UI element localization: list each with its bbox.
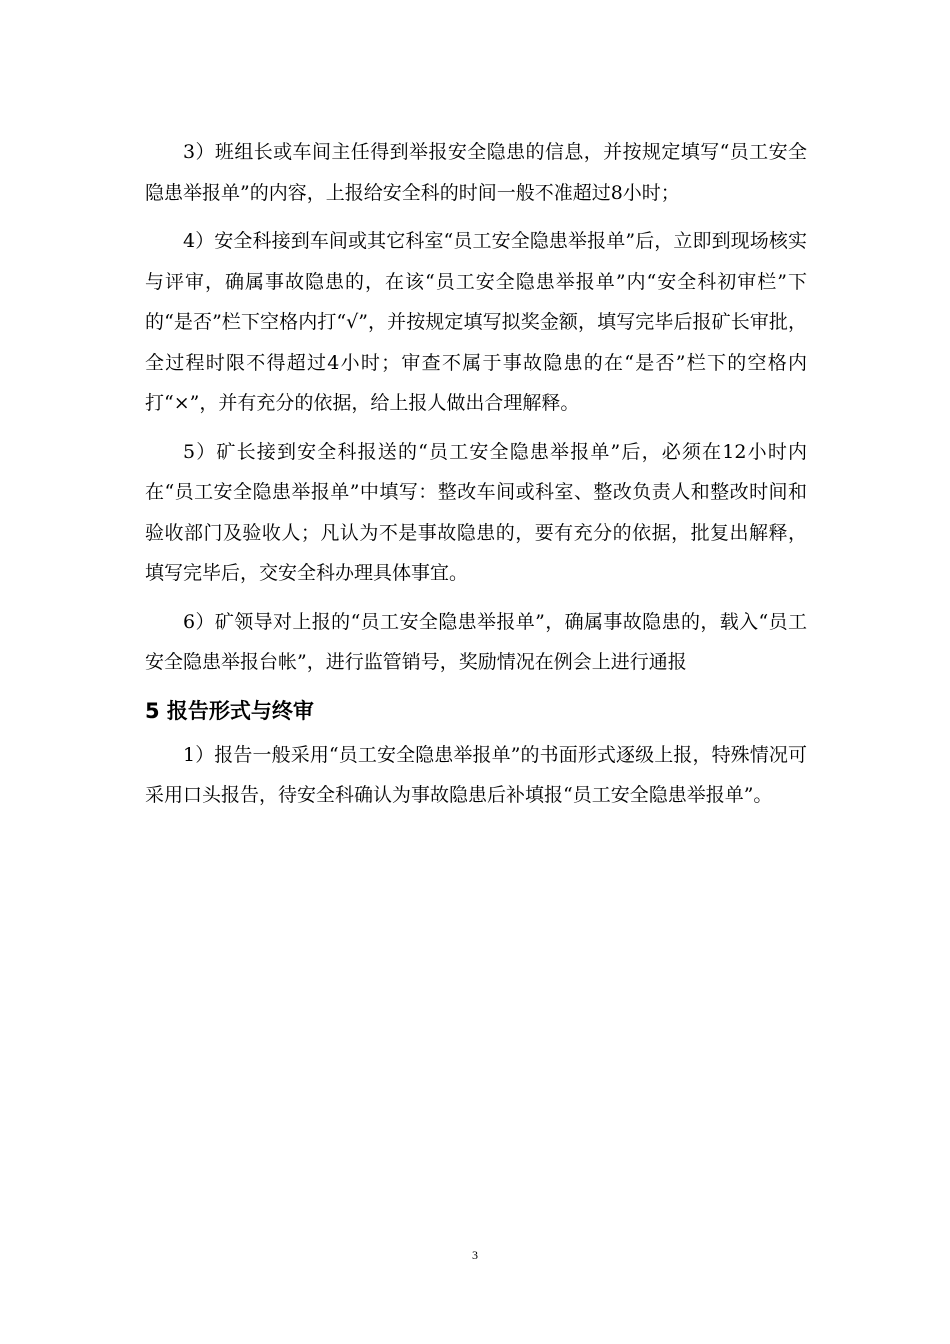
paragraph-report-form: 1）报告一般采用“员工安全隐患举报单”的书面形式逐级上报，特殊情况可采用口头报告，待安全科确认为事故隐患后补填报“员工安全隐患举报单”。: [145, 743, 807, 806]
paragraph-item-3: 3）班组长或车间主任得到举报安全隐患的信息，并按规定填写“员工安全隐患举报单”的内容，上报给安全科的时间一般不准超过8小时；: [145, 141, 807, 204]
document-body: [145, 132, 807, 824]
section-heading: 5 报告形式与终审: [145, 698, 314, 723]
page-number: 3: [472, 1248, 478, 1262]
paragraph-item-5: 5）矿长接到安全科报送的“员工安全隐患举报单”后，必须在12小时内在“员工安全隐患举报单”中填写：整改车间或科室、整改负责人和整改时间和验收部门及验收人；凡认为不是事故隐患的，要有充分的依据，批复出解释，填写完毕后，交安全科办理具体事宜。: [145, 440, 807, 584]
paragraph-item-4: 4）安全科接到车间或其它科室“员工安全隐患举报单”后，立即到现场核实与评审，确属事故隐患的，在该“员工安全隐患举报单”内“安全科初审栏”下的“是否”栏下空格内打“√”，并按规定填写拟奖金额，填写完毕后报矿长审批，全过程时限不得超过4小时；审查不属于事故隐患的在“是否”栏下的空格内打“×”，并有充分的依据，给上报人做出合理解释。: [145, 230, 807, 414]
paragraph-item-6: 6）矿领导对上报的“员工安全隐患举报单”，确属事故隐患的，载入“员工安全隐患举报台帐”，进行监管销号，奖励情况在例会上进行通报: [145, 610, 807, 673]
